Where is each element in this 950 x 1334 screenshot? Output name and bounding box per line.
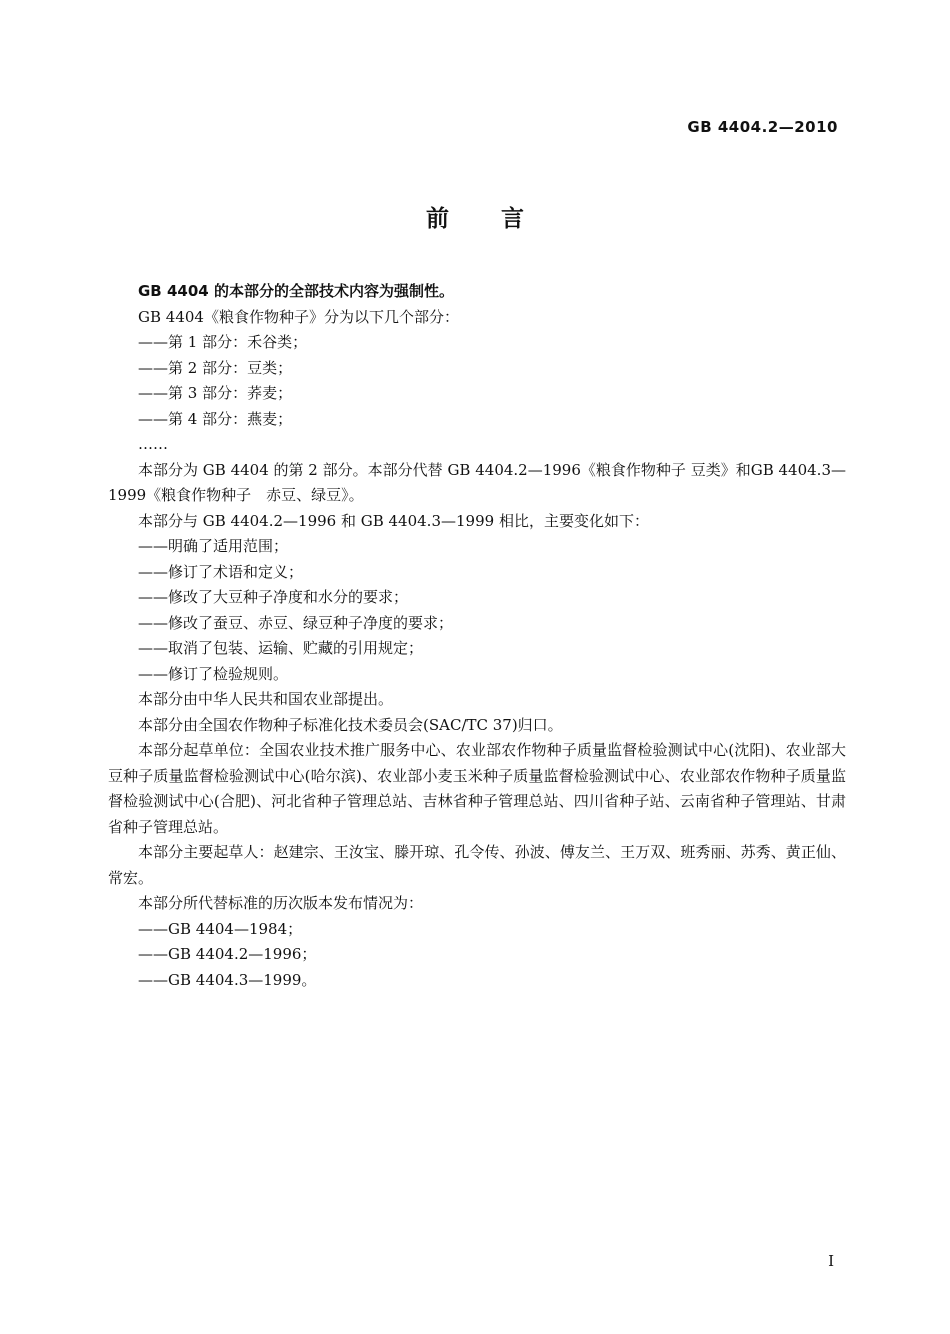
list-item: ——第 1 部分：禾谷类；	[138, 333, 308, 351]
list-item: ——修改了蚕豆、赤豆、绿豆种子净度的要求；	[138, 613, 454, 632]
replacement-statement: 本部分为 GB 4404 的第 2 部分。本部分代替 GB 4404.2—1996《粮食作物种子 豆类》和GB 4404.3—1999《粮食作物种子 赤豆、绿豆》。	[108, 460, 846, 504]
changes-intro: 本部分与 GB 4404.2—1996 和 GB 4404.3—1999 相比，主要变化如下：	[138, 511, 649, 530]
list-item: ——第 3 部分：荞麦；	[138, 384, 293, 402]
standard-number: GB 4404.2—2010	[687, 118, 838, 136]
list-item: ——取消了包装、运输、贮藏的引用规定；	[138, 639, 424, 657]
parts-intro: GB 4404《粮食作物种子》分为以下几个部分：	[138, 307, 459, 326]
committee-statement: 本部分由全国农作物种子标准化技术委员会(SAC/TC 37)归口。	[138, 715, 563, 734]
list-item: ——第 4 部分：燕麦；	[138, 409, 293, 428]
page-number: I	[828, 1252, 834, 1270]
proposer-statement: 本部分由中华人民共和国农业部提出。	[138, 690, 394, 708]
list-item: ——修订了检验规则。	[138, 664, 289, 683]
drafting-units: 本部分起草单位：全国农业技术推广服务中心、农业部农作物种子质量监督检验测试中心(沈阳)、农业部大豆种子质量监督检验测试中心(哈尔滨)、农业部小麦玉米种子质量监督检验测试中心、农业部农作物种子质量监督检验测试中心(合肥)、河北省种子管理总站、吉林省种子管理总站、四川省种子站、云南省种子管理站、甘肃省种子管理总站。	[108, 741, 846, 836]
list-item: ——修改了大豆种子净度和水分的要求；	[138, 588, 409, 606]
drafters: 本部分主要起草人：赵建宗、王汝宝、滕开琼、孔令传、孙波、傅友兰、王万双、班秀丽、苏秀、黄正仙、常宏。	[108, 843, 846, 887]
list-ellipsis: ……	[138, 435, 168, 453]
list-item: ——明确了适用范围；	[138, 537, 289, 555]
page-title: 前言	[426, 206, 576, 232]
list-item: ——修订了术语和定义；	[138, 562, 304, 581]
list-item: ——第 2 部分：豆类；	[138, 358, 293, 377]
list-item: ——GB 4404—1984；	[138, 919, 303, 938]
mandatory-statement: GB 4404 的本部分的全部技术内容为强制性。	[138, 282, 454, 300]
list-item: ——GB 4404.2—1996；	[138, 945, 317, 963]
foreword-body	[108, 279, 846, 993]
list-item: ——GB 4404.3—1999。	[138, 970, 317, 989]
history-intro: 本部分所代替标准的历次版本发布情况为：	[138, 894, 424, 912]
